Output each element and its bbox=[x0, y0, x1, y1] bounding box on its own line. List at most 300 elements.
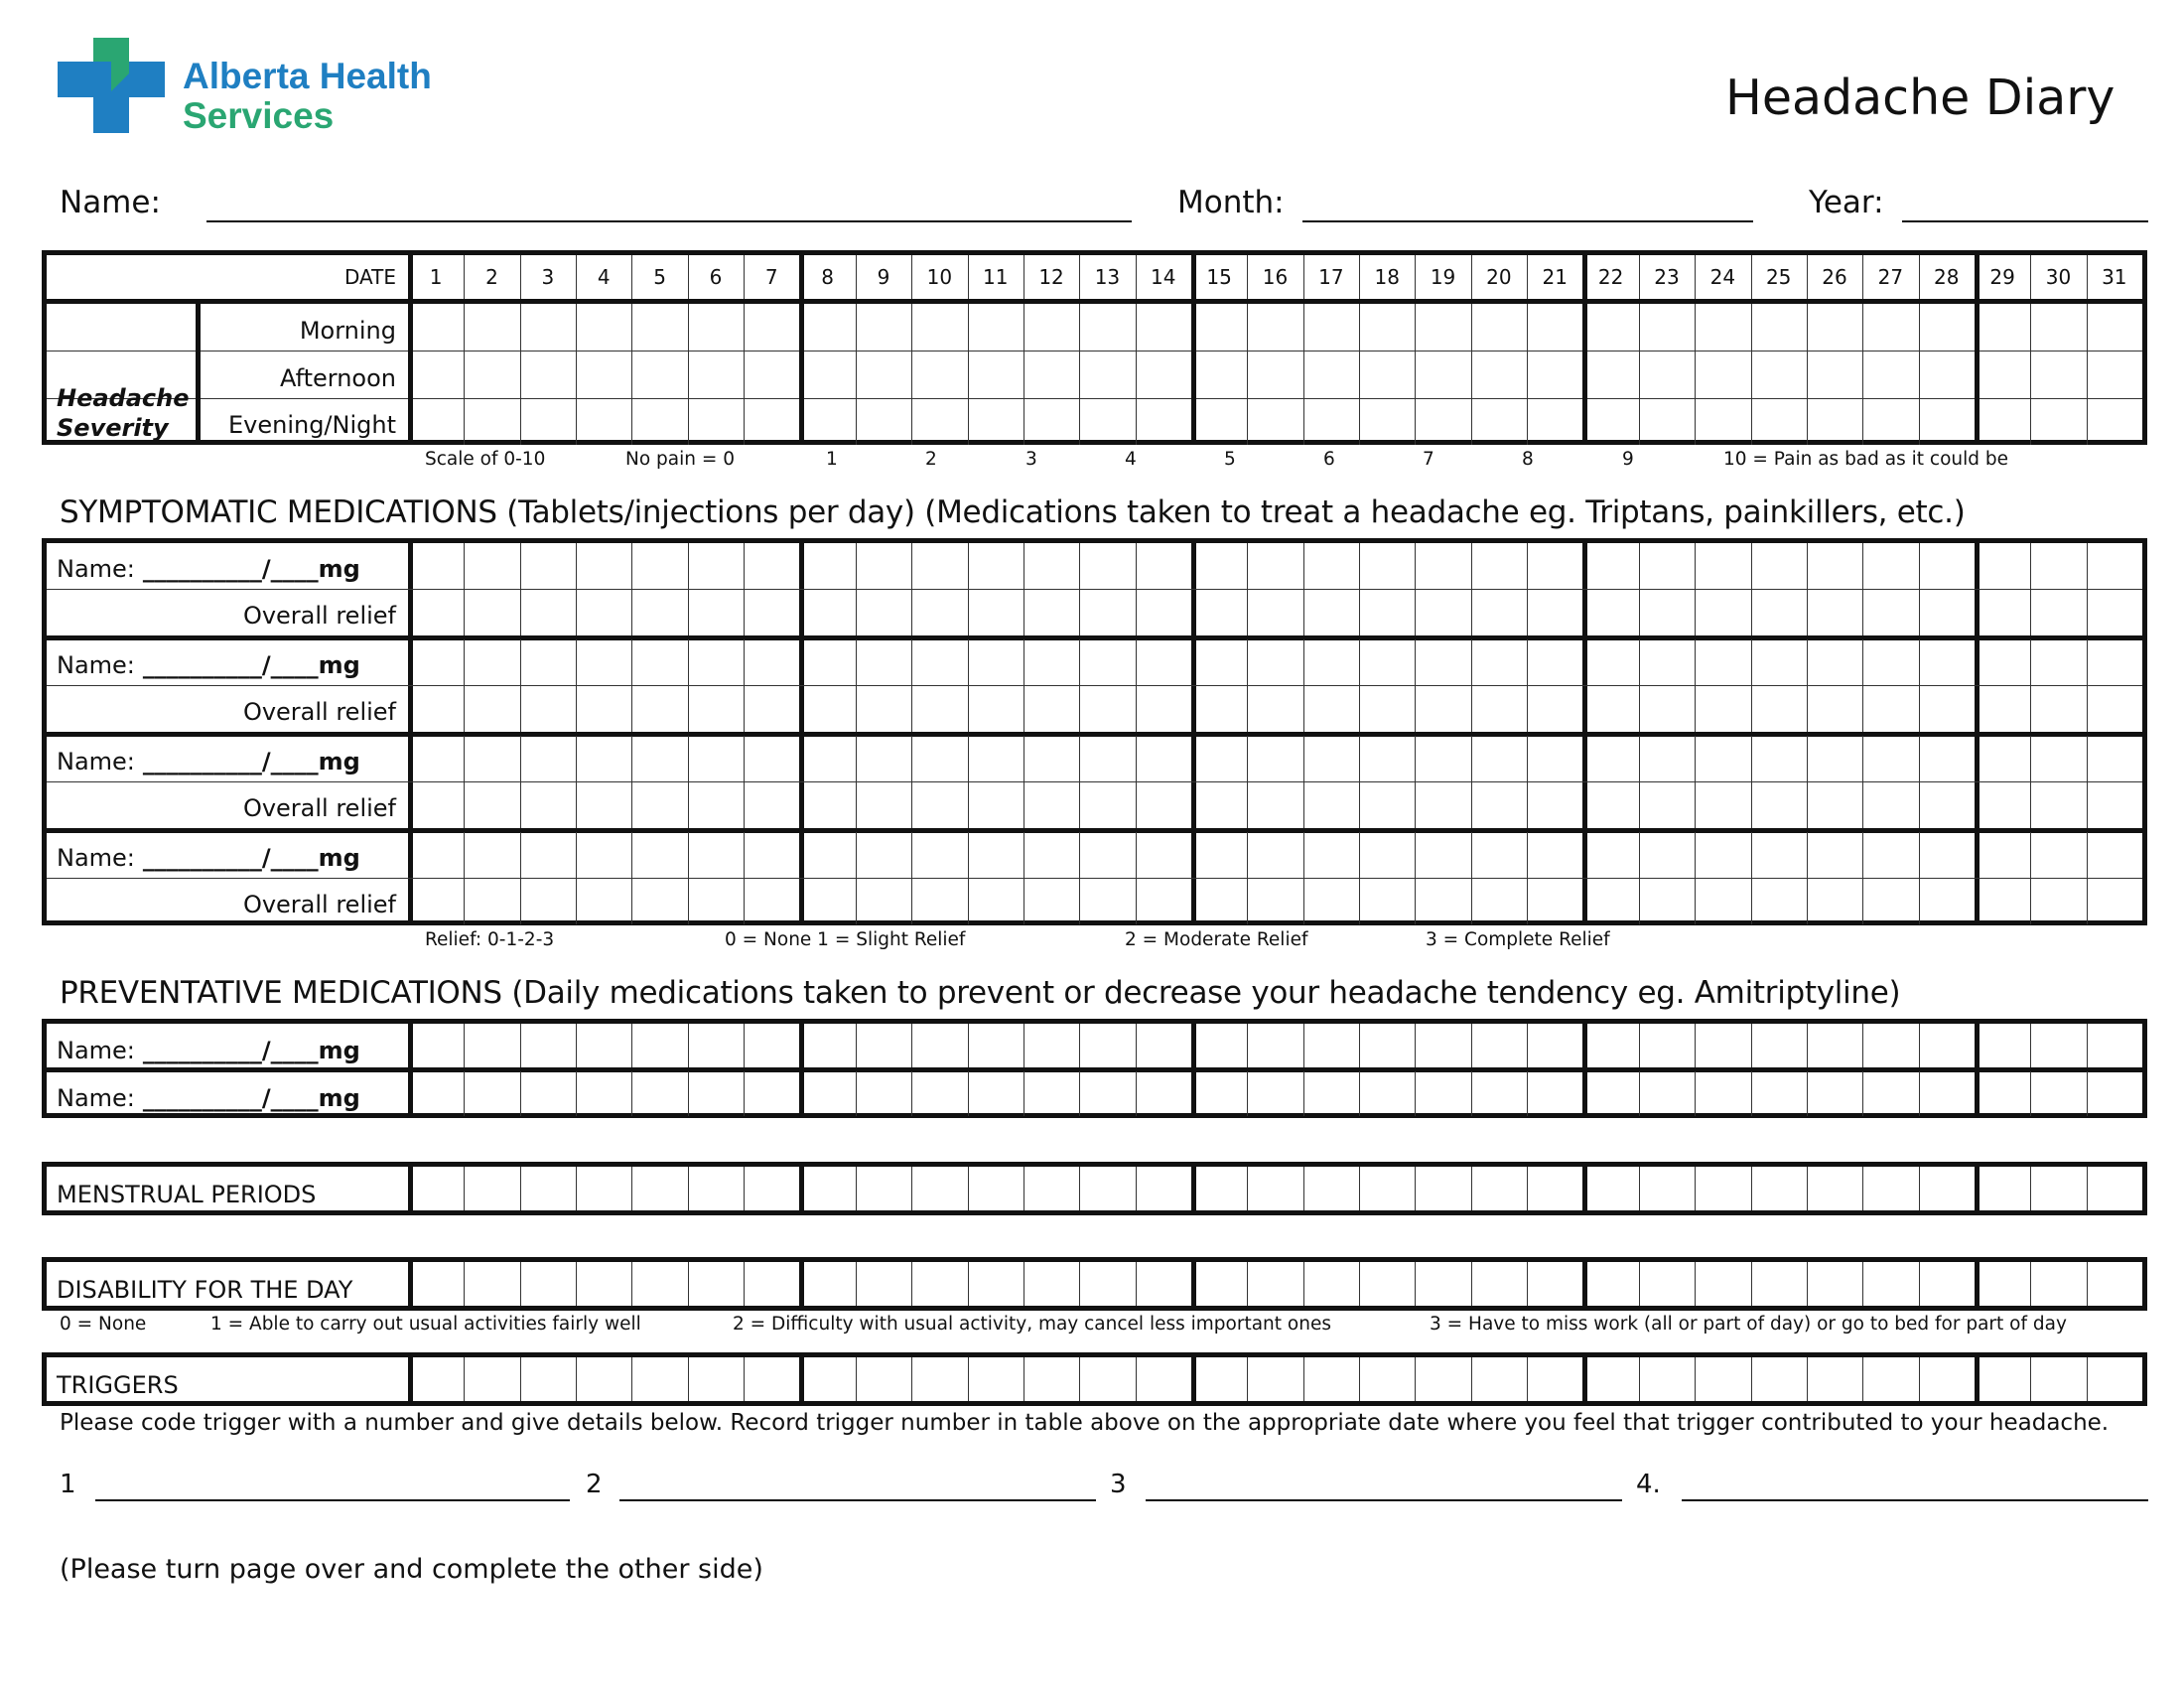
entry-cell[interactable] bbox=[744, 1357, 799, 1401]
entry-cell[interactable] bbox=[576, 1262, 631, 1306]
entry-cell[interactable] bbox=[464, 639, 519, 685]
entry-cell[interactable] bbox=[2087, 879, 2142, 924]
entry-cell[interactable] bbox=[744, 398, 799, 445]
entry-cell[interactable] bbox=[1975, 590, 2030, 635]
entry-cell[interactable] bbox=[968, 639, 1024, 685]
entry-cell[interactable] bbox=[1359, 304, 1415, 351]
entry-cell[interactable] bbox=[968, 1167, 1024, 1210]
entry-cell[interactable] bbox=[1303, 1167, 1359, 1210]
entry-cell[interactable] bbox=[1136, 590, 1191, 635]
entry-cell[interactable] bbox=[1359, 398, 1415, 445]
name-field[interactable] bbox=[206, 220, 1132, 222]
entry-cell[interactable] bbox=[408, 590, 464, 635]
entry-cell[interactable] bbox=[856, 686, 911, 732]
entry-cell[interactable] bbox=[1136, 1071, 1191, 1116]
entry-cell[interactable] bbox=[520, 1357, 576, 1401]
entry-cell[interactable] bbox=[856, 590, 911, 635]
entry-cell[interactable] bbox=[1303, 639, 1359, 685]
med-name-blank[interactable]: __________/____mg bbox=[142, 1084, 360, 1112]
entry-cell[interactable] bbox=[464, 590, 519, 635]
entry-cell[interactable] bbox=[1415, 686, 1470, 732]
entry-cell[interactable] bbox=[520, 782, 576, 828]
entry-cell[interactable] bbox=[576, 782, 631, 828]
entry-cell[interactable] bbox=[1695, 736, 1750, 781]
entry-cell[interactable] bbox=[1695, 782, 1750, 828]
entry-cell[interactable] bbox=[799, 304, 855, 351]
entry-cell[interactable] bbox=[968, 879, 1024, 924]
entry-cell[interactable] bbox=[408, 736, 464, 781]
month-field[interactable] bbox=[1302, 220, 1753, 222]
entry-cell[interactable] bbox=[1527, 879, 1582, 924]
entry-cell[interactable] bbox=[408, 1024, 464, 1068]
entry-cell[interactable] bbox=[1024, 1167, 1079, 1210]
entry-cell[interactable] bbox=[688, 1167, 744, 1210]
entry-cell[interactable] bbox=[911, 686, 967, 732]
entry-cell[interactable] bbox=[2030, 686, 2086, 732]
entry-cell[interactable] bbox=[968, 398, 1024, 445]
entry-cell[interactable] bbox=[1639, 304, 1695, 351]
entry-cell[interactable] bbox=[2087, 832, 2142, 878]
entry-cell[interactable] bbox=[1582, 1167, 1638, 1210]
entry-cell[interactable] bbox=[744, 1167, 799, 1210]
entry-cell[interactable] bbox=[1639, 1262, 1695, 1306]
entry-cell[interactable] bbox=[1415, 543, 1470, 589]
entry-cell[interactable] bbox=[1527, 590, 1582, 635]
entry-cell[interactable] bbox=[911, 590, 967, 635]
entry-cell[interactable] bbox=[911, 736, 967, 781]
entry-cell[interactable] bbox=[1471, 590, 1527, 635]
entry-cell[interactable] bbox=[1919, 590, 1975, 635]
entry-cell[interactable] bbox=[968, 1024, 1024, 1068]
entry-cell[interactable] bbox=[1639, 736, 1695, 781]
entry-cell[interactable] bbox=[1191, 398, 1247, 445]
entry-cell[interactable] bbox=[1359, 832, 1415, 878]
entry-cell[interactable] bbox=[1359, 686, 1415, 732]
entry-cell[interactable] bbox=[1415, 782, 1470, 828]
entry-cell[interactable] bbox=[1807, 639, 1862, 685]
entry-cell[interactable] bbox=[2087, 782, 2142, 828]
entry-cell[interactable] bbox=[2030, 543, 2086, 589]
entry-cell[interactable] bbox=[1919, 1024, 1975, 1068]
entry-cell[interactable] bbox=[1975, 879, 2030, 924]
entry-cell[interactable] bbox=[1247, 639, 1302, 685]
entry-cell[interactable] bbox=[1582, 639, 1638, 685]
entry-cell[interactable] bbox=[856, 351, 911, 398]
entry-cell[interactable] bbox=[1247, 832, 1302, 878]
entry-cell[interactable] bbox=[576, 351, 631, 398]
entry-cell[interactable] bbox=[520, 351, 576, 398]
entry-cell[interactable] bbox=[1975, 1357, 2030, 1401]
entry-cell[interactable] bbox=[688, 879, 744, 924]
entry-cell[interactable] bbox=[464, 543, 519, 589]
entry-cell[interactable] bbox=[1415, 639, 1470, 685]
entry-cell[interactable] bbox=[911, 639, 967, 685]
entry-cell[interactable] bbox=[520, 686, 576, 732]
entry-cell[interactable] bbox=[1079, 832, 1135, 878]
entry-cell[interactable] bbox=[1303, 1357, 1359, 1401]
entry-cell[interactable] bbox=[1582, 351, 1638, 398]
trigger-field-2[interactable] bbox=[619, 1499, 1096, 1501]
entry-cell[interactable] bbox=[1582, 879, 1638, 924]
entry-cell[interactable] bbox=[520, 832, 576, 878]
entry-cell[interactable] bbox=[1807, 1024, 1862, 1068]
entry-cell[interactable] bbox=[1415, 1071, 1470, 1116]
entry-cell[interactable] bbox=[520, 398, 576, 445]
entry-cell[interactable] bbox=[799, 1167, 855, 1210]
entry-cell[interactable] bbox=[1751, 639, 1807, 685]
entry-cell[interactable] bbox=[1919, 686, 1975, 732]
entry-cell[interactable] bbox=[1024, 304, 1079, 351]
entry-cell[interactable] bbox=[1862, 1167, 1918, 1210]
entry-cell[interactable] bbox=[1079, 304, 1135, 351]
entry-cell[interactable] bbox=[1247, 879, 1302, 924]
med-name-field[interactable] bbox=[57, 1037, 360, 1064]
entry-cell[interactable] bbox=[1862, 1262, 1918, 1306]
entry-cell[interactable] bbox=[408, 304, 464, 351]
entry-cell[interactable] bbox=[968, 1262, 1024, 1306]
entry-cell[interactable] bbox=[1471, 879, 1527, 924]
entry-cell[interactable] bbox=[2030, 639, 2086, 685]
entry-cell[interactable] bbox=[2030, 1024, 2086, 1068]
entry-cell[interactable] bbox=[408, 686, 464, 732]
entry-cell[interactable] bbox=[856, 1167, 911, 1210]
entry-cell[interactable] bbox=[631, 736, 687, 781]
entry-cell[interactable] bbox=[1582, 1071, 1638, 1116]
entry-cell[interactable] bbox=[1359, 1071, 1415, 1116]
entry-cell[interactable] bbox=[1136, 1167, 1191, 1210]
entry-cell[interactable] bbox=[1303, 879, 1359, 924]
entry-cell[interactable] bbox=[1582, 590, 1638, 635]
entry-cell[interactable] bbox=[1471, 686, 1527, 732]
entry-cell[interactable] bbox=[1303, 686, 1359, 732]
entry-cell[interactable] bbox=[1919, 304, 1975, 351]
entry-cell[interactable] bbox=[1639, 832, 1695, 878]
entry-cell[interactable] bbox=[576, 736, 631, 781]
entry-cell[interactable] bbox=[1415, 304, 1470, 351]
entry-cell[interactable] bbox=[1751, 351, 1807, 398]
entry-cell[interactable] bbox=[1862, 543, 1918, 589]
entry-cell[interactable] bbox=[1975, 639, 2030, 685]
entry-cell[interactable] bbox=[631, 543, 687, 589]
entry-cell[interactable] bbox=[1191, 1262, 1247, 1306]
entry-cell[interactable] bbox=[1191, 304, 1247, 351]
entry-cell[interactable] bbox=[1862, 736, 1918, 781]
entry-cell[interactable] bbox=[1247, 543, 1302, 589]
entry-cell[interactable] bbox=[1862, 1024, 1918, 1068]
entry-cell[interactable] bbox=[1862, 1357, 1918, 1401]
entry-cell[interactable] bbox=[2087, 351, 2142, 398]
entry-cell[interactable] bbox=[1247, 351, 1302, 398]
entry-cell[interactable] bbox=[1191, 639, 1247, 685]
entry-cell[interactable] bbox=[1862, 1071, 1918, 1116]
entry-cell[interactable] bbox=[576, 832, 631, 878]
entry-cell[interactable] bbox=[1415, 1167, 1470, 1210]
entry-cell[interactable] bbox=[1695, 304, 1750, 351]
entry-cell[interactable] bbox=[464, 879, 519, 924]
entry-cell[interactable] bbox=[1639, 351, 1695, 398]
entry-cell[interactable] bbox=[576, 1357, 631, 1401]
entry-cell[interactable] bbox=[1807, 1262, 1862, 1306]
entry-cell[interactable] bbox=[1975, 543, 2030, 589]
entry-cell[interactable] bbox=[1191, 1357, 1247, 1401]
entry-cell[interactable] bbox=[1359, 879, 1415, 924]
entry-cell[interactable] bbox=[520, 736, 576, 781]
med-name-blank[interactable]: __________/____mg bbox=[142, 555, 360, 583]
entry-cell[interactable] bbox=[1975, 736, 2030, 781]
entry-cell[interactable] bbox=[1527, 686, 1582, 732]
entry-cell[interactable] bbox=[1862, 398, 1918, 445]
trigger-field-3[interactable] bbox=[1146, 1499, 1622, 1501]
entry-cell[interactable] bbox=[744, 590, 799, 635]
entry-cell[interactable] bbox=[1807, 782, 1862, 828]
entry-cell[interactable] bbox=[1079, 1262, 1135, 1306]
entry-cell[interactable] bbox=[856, 782, 911, 828]
entry-cell[interactable] bbox=[744, 736, 799, 781]
entry-cell[interactable] bbox=[464, 304, 519, 351]
entry-cell[interactable] bbox=[744, 639, 799, 685]
entry-cell[interactable] bbox=[1136, 736, 1191, 781]
entry-cell[interactable] bbox=[1136, 1024, 1191, 1068]
entry-cell[interactable] bbox=[799, 686, 855, 732]
entry-cell[interactable] bbox=[1695, 543, 1750, 589]
entry-cell[interactable] bbox=[1471, 1071, 1527, 1116]
entry-cell[interactable] bbox=[856, 879, 911, 924]
entry-cell[interactable] bbox=[1191, 543, 1247, 589]
entry-cell[interactable] bbox=[1862, 832, 1918, 878]
entry-cell[interactable] bbox=[911, 832, 967, 878]
entry-cell[interactable] bbox=[1975, 782, 2030, 828]
entry-cell[interactable] bbox=[1024, 879, 1079, 924]
entry-cell[interactable] bbox=[968, 590, 1024, 635]
entry-cell[interactable] bbox=[1807, 686, 1862, 732]
entry-cell[interactable] bbox=[856, 1262, 911, 1306]
entry-cell[interactable] bbox=[799, 639, 855, 685]
med-name-field[interactable] bbox=[57, 651, 360, 679]
entry-cell[interactable] bbox=[1024, 398, 1079, 445]
entry-cell[interactable] bbox=[408, 1167, 464, 1210]
entry-cell[interactable] bbox=[520, 1024, 576, 1068]
entry-cell[interactable] bbox=[1527, 1357, 1582, 1401]
entry-cell[interactable] bbox=[968, 351, 1024, 398]
entry-cell[interactable] bbox=[2087, 304, 2142, 351]
entry-cell[interactable] bbox=[1527, 1262, 1582, 1306]
entry-cell[interactable] bbox=[576, 543, 631, 589]
entry-cell[interactable] bbox=[1527, 1167, 1582, 1210]
entry-cell[interactable] bbox=[408, 639, 464, 685]
entry-cell[interactable] bbox=[856, 398, 911, 445]
entry-cell[interactable] bbox=[688, 736, 744, 781]
entry-cell[interactable] bbox=[1639, 543, 1695, 589]
entry-cell[interactable] bbox=[1079, 543, 1135, 589]
entry-cell[interactable] bbox=[1807, 879, 1862, 924]
entry-cell[interactable] bbox=[1751, 1167, 1807, 1210]
entry-cell[interactable] bbox=[799, 590, 855, 635]
entry-cell[interactable] bbox=[1359, 639, 1415, 685]
entry-cell[interactable] bbox=[1247, 590, 1302, 635]
entry-cell[interactable] bbox=[631, 879, 687, 924]
entry-cell[interactable] bbox=[1807, 304, 1862, 351]
entry-cell[interactable] bbox=[1695, 686, 1750, 732]
entry-cell[interactable] bbox=[1751, 1071, 1807, 1116]
entry-cell[interactable] bbox=[744, 543, 799, 589]
entry-cell[interactable] bbox=[1582, 782, 1638, 828]
entry-cell[interactable] bbox=[1919, 639, 1975, 685]
entry-cell[interactable] bbox=[1024, 782, 1079, 828]
entry-cell[interactable] bbox=[631, 1167, 687, 1210]
entry-cell[interactable] bbox=[799, 879, 855, 924]
entry-cell[interactable] bbox=[520, 590, 576, 635]
entry-cell[interactable] bbox=[1191, 782, 1247, 828]
entry-cell[interactable] bbox=[1975, 351, 2030, 398]
entry-cell[interactable] bbox=[1247, 1357, 1302, 1401]
entry-cell[interactable] bbox=[688, 1262, 744, 1306]
entry-cell[interactable] bbox=[968, 686, 1024, 732]
entry-cell[interactable] bbox=[464, 1167, 519, 1210]
entry-cell[interactable] bbox=[1415, 1024, 1470, 1068]
entry-cell[interactable] bbox=[688, 639, 744, 685]
entry-cell[interactable] bbox=[1975, 686, 2030, 732]
entry-cell[interactable] bbox=[1359, 590, 1415, 635]
entry-cell[interactable] bbox=[1415, 736, 1470, 781]
entry-cell[interactable] bbox=[1919, 832, 1975, 878]
entry-cell[interactable] bbox=[1415, 1262, 1470, 1306]
entry-cell[interactable] bbox=[1359, 736, 1415, 781]
entry-cell[interactable] bbox=[576, 1167, 631, 1210]
med-name-field[interactable] bbox=[57, 844, 360, 872]
entry-cell[interactable] bbox=[408, 398, 464, 445]
entry-cell[interactable] bbox=[1415, 1357, 1470, 1401]
entry-cell[interactable] bbox=[408, 543, 464, 589]
entry-cell[interactable] bbox=[1862, 686, 1918, 732]
entry-cell[interactable] bbox=[1639, 879, 1695, 924]
entry-cell[interactable] bbox=[911, 782, 967, 828]
entry-cell[interactable] bbox=[576, 639, 631, 685]
entry-cell[interactable] bbox=[1079, 736, 1135, 781]
entry-cell[interactable] bbox=[1247, 1262, 1302, 1306]
entry-cell[interactable] bbox=[1024, 686, 1079, 732]
entry-cell[interactable] bbox=[1136, 1357, 1191, 1401]
entry-cell[interactable] bbox=[1807, 543, 1862, 589]
entry-cell[interactable] bbox=[911, 1071, 967, 1116]
entry-cell[interactable] bbox=[2087, 590, 2142, 635]
entry-cell[interactable] bbox=[408, 782, 464, 828]
entry-cell[interactable] bbox=[1751, 543, 1807, 589]
entry-cell[interactable] bbox=[1024, 1357, 1079, 1401]
trigger-field-4[interactable] bbox=[1682, 1499, 2148, 1501]
entry-cell[interactable] bbox=[1695, 590, 1750, 635]
entry-cell[interactable] bbox=[520, 639, 576, 685]
entry-cell[interactable] bbox=[799, 782, 855, 828]
entry-cell[interactable] bbox=[1303, 590, 1359, 635]
entry-cell[interactable] bbox=[464, 1071, 519, 1116]
entry-cell[interactable] bbox=[1919, 736, 1975, 781]
entry-cell[interactable] bbox=[1359, 1262, 1415, 1306]
entry-cell[interactable] bbox=[1807, 398, 1862, 445]
entry-cell[interactable] bbox=[1751, 736, 1807, 781]
entry-cell[interactable] bbox=[1415, 398, 1470, 445]
entry-cell[interactable] bbox=[1582, 543, 1638, 589]
entry-cell[interactable] bbox=[799, 736, 855, 781]
entry-cell[interactable] bbox=[1024, 1071, 1079, 1116]
entry-cell[interactable] bbox=[2087, 1262, 2142, 1306]
entry-cell[interactable] bbox=[688, 1024, 744, 1068]
entry-cell[interactable] bbox=[1136, 1262, 1191, 1306]
entry-cell[interactable] bbox=[1751, 1357, 1807, 1401]
entry-cell[interactable] bbox=[1136, 639, 1191, 685]
entry-cell[interactable] bbox=[1303, 1071, 1359, 1116]
entry-cell[interactable] bbox=[1415, 879, 1470, 924]
entry-cell[interactable] bbox=[1024, 832, 1079, 878]
entry-cell[interactable] bbox=[1527, 543, 1582, 589]
entry-cell[interactable] bbox=[1359, 351, 1415, 398]
entry-cell[interactable] bbox=[1862, 590, 1918, 635]
entry-cell[interactable] bbox=[1639, 686, 1695, 732]
entry-cell[interactable] bbox=[1807, 1357, 1862, 1401]
entry-cell[interactable] bbox=[408, 832, 464, 878]
entry-cell[interactable] bbox=[1695, 639, 1750, 685]
entry-cell[interactable] bbox=[2030, 879, 2086, 924]
entry-cell[interactable] bbox=[1695, 351, 1750, 398]
entry-cell[interactable] bbox=[1079, 782, 1135, 828]
entry-cell[interactable] bbox=[1807, 1071, 1862, 1116]
entry-cell[interactable] bbox=[1862, 351, 1918, 398]
entry-cell[interactable] bbox=[1079, 1024, 1135, 1068]
entry-cell[interactable] bbox=[1415, 590, 1470, 635]
med-name-field[interactable] bbox=[57, 748, 360, 775]
entry-cell[interactable] bbox=[1975, 1167, 2030, 1210]
entry-cell[interactable] bbox=[1751, 686, 1807, 732]
entry-cell[interactable] bbox=[688, 398, 744, 445]
entry-cell[interactable] bbox=[856, 639, 911, 685]
entry-cell[interactable] bbox=[1695, 879, 1750, 924]
entry-cell[interactable] bbox=[1136, 304, 1191, 351]
entry-cell[interactable] bbox=[2030, 590, 2086, 635]
entry-cell[interactable] bbox=[408, 879, 464, 924]
entry-cell[interactable] bbox=[744, 351, 799, 398]
entry-cell[interactable] bbox=[1024, 736, 1079, 781]
trigger-field-1[interactable] bbox=[95, 1499, 570, 1501]
entry-cell[interactable] bbox=[576, 1071, 631, 1116]
entry-cell[interactable] bbox=[408, 1357, 464, 1401]
entry-cell[interactable] bbox=[2030, 398, 2086, 445]
entry-cell[interactable] bbox=[1695, 832, 1750, 878]
entry-cell[interactable] bbox=[968, 736, 1024, 781]
entry-cell[interactable] bbox=[1024, 1024, 1079, 1068]
med-name-field[interactable] bbox=[57, 1084, 360, 1112]
entry-cell[interactable] bbox=[1471, 736, 1527, 781]
entry-cell[interactable] bbox=[1191, 1024, 1247, 1068]
entry-cell[interactable] bbox=[1471, 1024, 1527, 1068]
entry-cell[interactable] bbox=[1919, 879, 1975, 924]
entry-cell[interactable] bbox=[2087, 639, 2142, 685]
entry-cell[interactable] bbox=[799, 1262, 855, 1306]
entry-cell[interactable] bbox=[1079, 1167, 1135, 1210]
entry-cell[interactable] bbox=[576, 590, 631, 635]
entry-cell[interactable] bbox=[1247, 782, 1302, 828]
entry-cell[interactable] bbox=[1247, 1024, 1302, 1068]
entry-cell[interactable] bbox=[2030, 1262, 2086, 1306]
entry-cell[interactable] bbox=[631, 1071, 687, 1116]
entry-cell[interactable] bbox=[1079, 351, 1135, 398]
entry-cell[interactable] bbox=[1136, 351, 1191, 398]
entry-cell[interactable] bbox=[1471, 832, 1527, 878]
entry-cell[interactable] bbox=[1191, 1167, 1247, 1210]
entry-cell[interactable] bbox=[1807, 1167, 1862, 1210]
entry-cell[interactable] bbox=[2030, 1071, 2086, 1116]
entry-cell[interactable] bbox=[1527, 1024, 1582, 1068]
entry-cell[interactable] bbox=[2030, 1167, 2086, 1210]
entry-cell[interactable] bbox=[408, 351, 464, 398]
